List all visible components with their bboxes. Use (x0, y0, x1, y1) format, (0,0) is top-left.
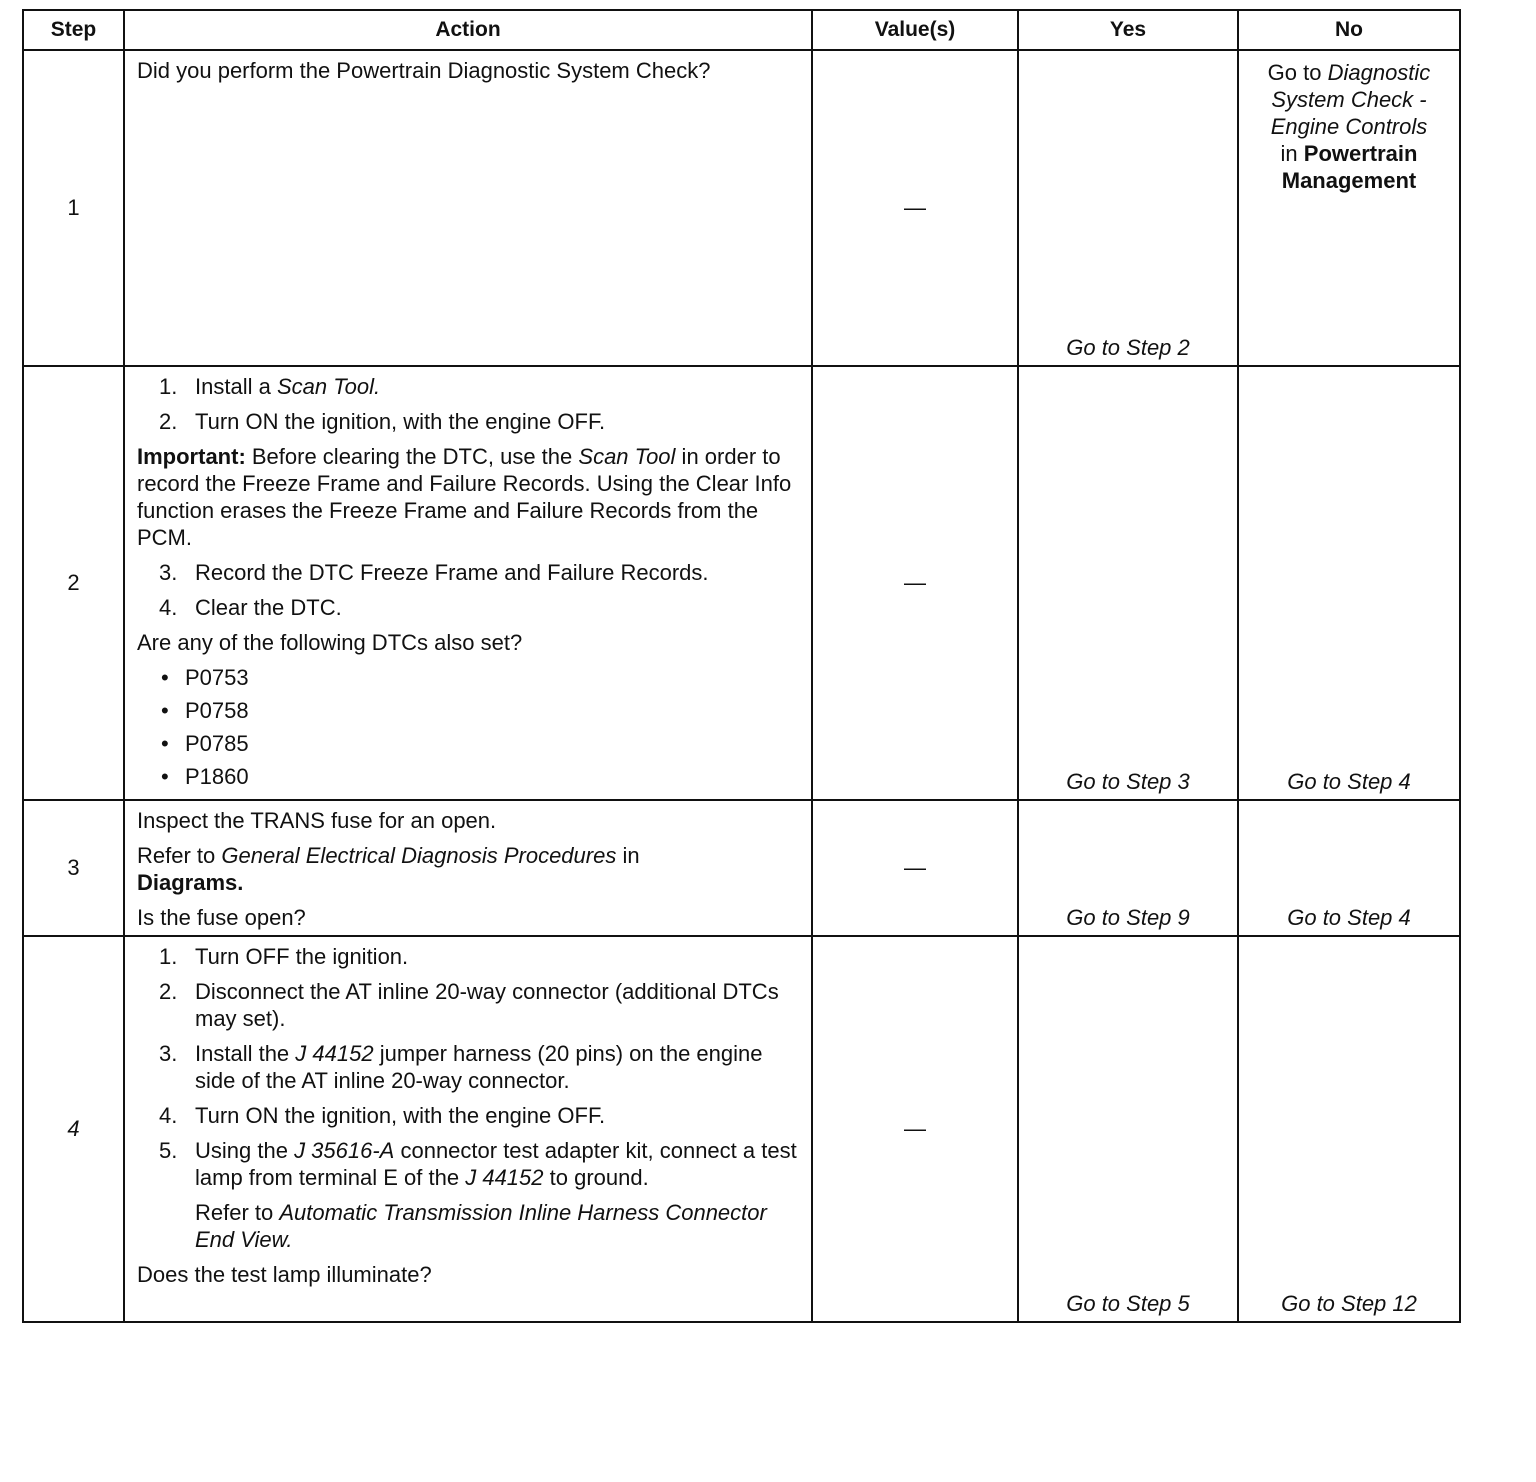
yes-cell: Go to Step 3 (1018, 366, 1238, 800)
action-line: Inspect the TRANS fuse for an open. (137, 808, 497, 833)
instruction-list (137, 559, 803, 621)
yes-cell: Go to Step 5 (1018, 936, 1238, 1322)
dtc-code: • P0753 (137, 664, 803, 691)
list-item: 3. Install the J 44152 jumper harness (20 pins) on the engine side of the AT inline 20-way connector. (159, 1041, 763, 1093)
step-number: 1 (23, 50, 124, 366)
header-step: Step (23, 10, 124, 50)
action-question: Did you perform the Powertrain Diagnostic System Check? (137, 58, 711, 83)
dtc-code: • P0785 (137, 730, 803, 757)
value-cell: — (812, 50, 1018, 366)
table-row-step-4 (23, 936, 1460, 1322)
table-row-step-3 (23, 800, 1460, 936)
yes-cell: Go to Step 9 (1018, 800, 1238, 936)
list-item: 5. Using the J 35616-A connector test adapter kit, connect a test lamp from terminal E of the J 44152 to ground. (159, 1138, 797, 1190)
action-question: Are any of the following DTCs also set? (137, 630, 523, 655)
instruction-list (137, 373, 803, 435)
header-row (23, 10, 1460, 50)
list-item: 4. Clear the DTC. (159, 595, 342, 620)
dtc-code: • P0758 (137, 697, 803, 724)
header-values: Value(s) (812, 10, 1018, 50)
instruction-list (137, 943, 803, 1191)
list-item: 1. Turn OFF the ignition. (159, 944, 409, 969)
table-row-step-2 (23, 366, 1460, 800)
value-cell: — (812, 936, 1018, 1322)
no-cell: Go to Step 4 (1238, 366, 1460, 800)
value-cell: — (812, 366, 1018, 800)
important-note: Important: Before clearing the DTC, use the Scan Tool in order to record the Freeze Frame and Failure Records. Using the Clear Info function erases the Freeze Frame and Failure Records from the PCM. (137, 444, 792, 550)
no-link: Diagnostic System Check - Engine Controls (1270, 60, 1431, 139)
action-cell (124, 800, 812, 936)
list-item: 3. Record the DTC Freeze Frame and Failure Records. (159, 560, 709, 585)
diagnostic-table (22, 9, 1461, 1323)
list-item: 2. Disconnect the AT inline 20-way connector (additional DTCs may set). (159, 979, 779, 1031)
step-number: 4 (23, 936, 124, 1322)
step-number: 2 (23, 366, 124, 800)
no-cell: Go to Diagnostic System Check - Engine Controls in Powertrain Management (1238, 50, 1460, 366)
action-reference: Refer to Automatic Transmission Inline Harness Connector End View. (195, 1200, 767, 1252)
no-book: Powertrain Management (1281, 141, 1418, 193)
yes-cell: Go to Step 2 (1018, 50, 1238, 366)
action-cell (124, 50, 812, 366)
list-item: 2. Turn ON the ignition, with the engine OFF. (159, 409, 606, 434)
header-action: Action (124, 10, 812, 50)
dtc-code: • P1860 (137, 763, 803, 790)
action-cell (124, 366, 812, 800)
diagnostic-table-sheet (22, 9, 1459, 1323)
value-cell: — (812, 800, 1018, 936)
list-item: 4. Turn ON the ignition, with the engine OFF. (159, 1103, 606, 1128)
table-row-step-1 (23, 50, 1460, 366)
dtc-list (137, 664, 803, 790)
step-number: 3 (23, 800, 124, 936)
action-cell (124, 936, 812, 1322)
action-question: Is the fuse open? (137, 905, 306, 930)
action-reference: Refer to General Electrical Diagnosis Procedures in Diagrams. (137, 843, 640, 895)
header-no: No (1238, 10, 1460, 50)
no-cell: Go to Step 4 (1238, 800, 1460, 936)
header-yes: Yes (1018, 10, 1238, 50)
action-question: Does the test lamp illuminate? (137, 1262, 432, 1287)
list-item: 1. Install a Scan Tool. (159, 374, 381, 399)
no-cell: Go to Step 12 (1238, 936, 1460, 1322)
